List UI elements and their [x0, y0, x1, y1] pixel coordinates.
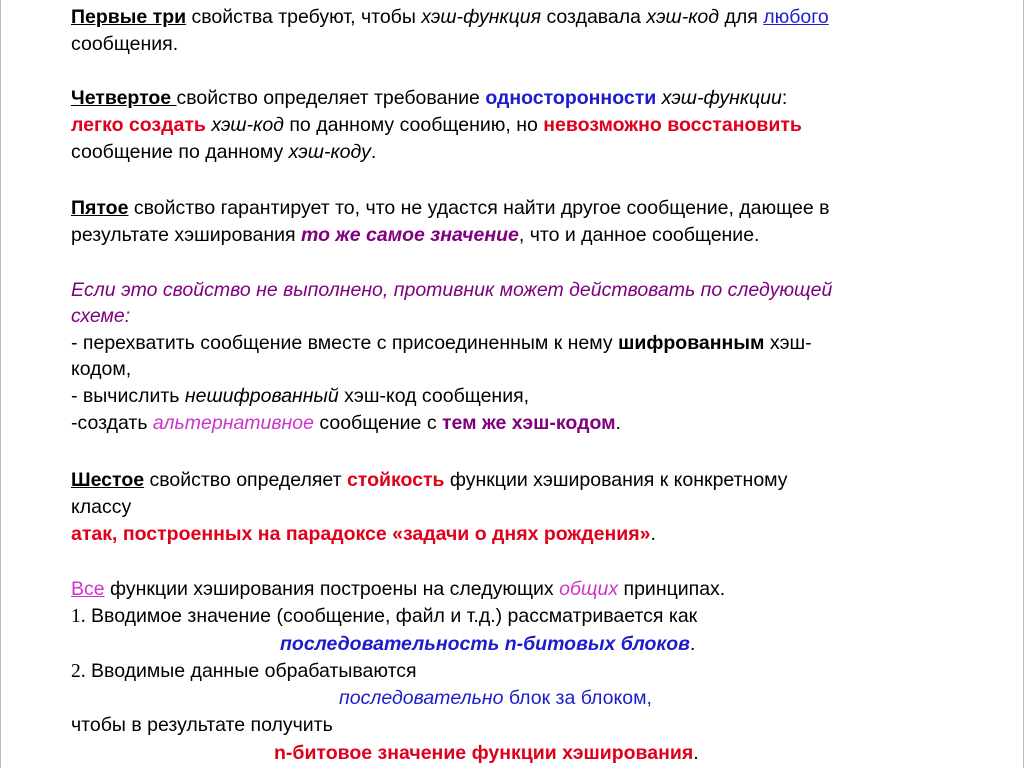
- list-number: 1.: [71, 606, 86, 627]
- one-way-term: односторонности: [485, 87, 657, 109]
- fourth-label: Четвертое: [71, 87, 177, 109]
- birthday-attack-term: атак, построенных на парадоксе «задачи о днях рождения»: [71, 523, 651, 545]
- p3-line1: [71, 195, 829, 221]
- list-number: 2.: [71, 661, 86, 682]
- p6-line3: [280, 631, 695, 657]
- p2-line1: [71, 85, 787, 111]
- text: принципах.: [618, 578, 726, 600]
- block-by-block: блок за блоком,: [503, 687, 652, 709]
- text: .: [650, 523, 656, 545]
- general-term: общих: [559, 578, 619, 600]
- p3-line2: [71, 222, 759, 248]
- alternative-term: альтернативное: [152, 412, 314, 434]
- text: свойство гарантирует то, что не удастся найти другое сообщение, дающее в: [128, 197, 830, 219]
- sixth-label: Шестое: [71, 469, 145, 491]
- text: хэш-код сообщения,: [338, 385, 530, 407]
- any-link[interactable]: любого: [763, 6, 829, 28]
- text: свойство определяет требование: [176, 87, 486, 109]
- fifth-label: Пятое: [71, 197, 129, 219]
- p1-line1: [71, 4, 829, 30]
- text: для: [719, 6, 764, 28]
- p6-line6: чтобы в результате получить: [71, 714, 333, 736]
- p2-line3: [71, 139, 376, 165]
- all-term: Все: [71, 578, 105, 600]
- text: функции хэширования к конкретному: [444, 469, 788, 491]
- text: Вводимые данные обрабатываются: [85, 660, 417, 682]
- p4-line2: схеме:: [71, 305, 131, 327]
- text: результате хэширования: [71, 224, 301, 246]
- easy-create-term: легко создать: [71, 114, 206, 136]
- sequence-blocks-term: последовательность n-битовых блоков: [280, 633, 690, 655]
- p4-line3: [71, 330, 812, 356]
- text: .: [689, 633, 696, 655]
- p5-line1: [71, 467, 788, 493]
- text: .: [693, 742, 699, 764]
- p6-line4: [71, 658, 417, 685]
- hash-function-term: хэш-функции: [661, 87, 782, 109]
- p4-line4: кодом,: [71, 358, 132, 380]
- text: .: [370, 141, 377, 163]
- p6-line7: [274, 740, 699, 766]
- text: хэш-: [764, 332, 812, 354]
- hash-function-term: хэш-функция: [421, 6, 542, 28]
- text: Вводимое значение (сообщение, файл и т.д.) рассматривается как: [85, 605, 698, 627]
- unencrypted-term: нешифрованный: [184, 385, 339, 407]
- same-value-term: то же самое значение: [300, 224, 519, 246]
- text: :: [781, 87, 788, 109]
- text: создавала: [541, 6, 647, 28]
- nbit-value-term: n-битовое значение функции хэширования: [274, 742, 694, 764]
- text: функции хэширования построены на следующих: [104, 578, 560, 600]
- p2-line2: [71, 112, 802, 138]
- text: -создать: [71, 412, 153, 434]
- p4-line5: [71, 383, 529, 409]
- text: свойство определяет: [144, 469, 347, 491]
- first-three-label: Первые три: [71, 6, 187, 28]
- hash-code-term: хэш-код: [646, 6, 720, 28]
- p4-line1: Если это свойство не выполнено, противник может действовать по следующей: [71, 279, 833, 301]
- text: - вычислить: [71, 385, 185, 407]
- p6-line2: [71, 603, 697, 630]
- encrypted-term: шифрованным: [618, 332, 765, 354]
- impossible-restore-term: невозможно восстановить: [543, 114, 802, 136]
- hash-code-term: хэш-код: [211, 114, 284, 136]
- text: по данному сообщению, но: [283, 114, 544, 136]
- text: .: [615, 412, 621, 434]
- text: свойства требуют, чтобы: [186, 6, 422, 28]
- text: - перехватить сообщение вместе с присоединенным к нему: [71, 332, 619, 354]
- text: , что и данное сообщение.: [518, 224, 760, 246]
- p5-line3: [71, 521, 656, 547]
- text: сообщение с: [313, 412, 442, 434]
- hash-code-term: хэш-коду: [288, 141, 371, 163]
- p1-line2: сообщения.: [71, 33, 179, 55]
- p6-line1: [71, 576, 725, 602]
- text: сообщение по данному: [71, 141, 289, 163]
- p6-line5: [339, 685, 652, 711]
- resistance-term: стойкость: [346, 469, 445, 491]
- same-hash-term: тем же хэш-кодом: [442, 412, 616, 434]
- p4-line6: [71, 410, 621, 436]
- sequentially-term: последовательно: [339, 687, 504, 709]
- p5-line2: классу: [71, 496, 132, 518]
